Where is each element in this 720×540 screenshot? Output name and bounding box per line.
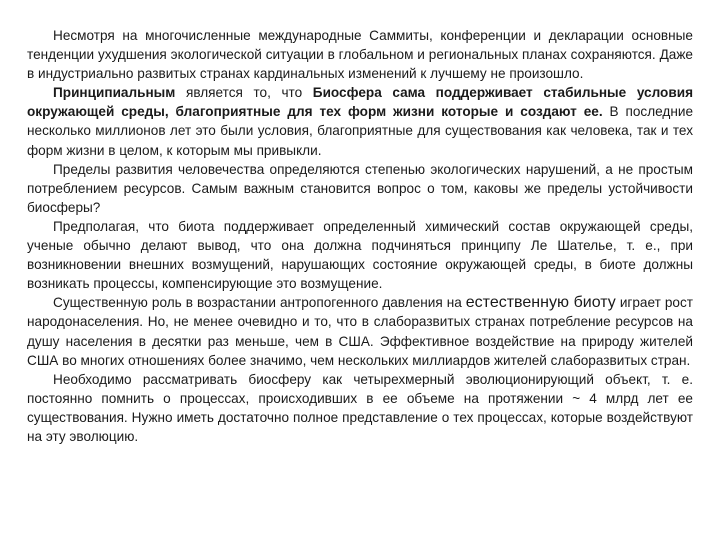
population-emphasis: естественную биоту [465, 294, 616, 312]
population-rest: играет рост народонаселения. Но, не менее очевидно и то, что в слаборазвитых странах потребление ресурсов на душу населения в десятки раз меньше, чем в США. Эффективное воздействие на природу жителей США во многих отношениях более значимо, чем нескольких миллиардов жителей слаборазвитых стран. [27, 295, 693, 368]
population-start: Существенную роль в возрастании антропогенного давления на [53, 295, 466, 311]
paragraph-limits: Пределы развития человечества определяются степенью экологических нарушений, а не простым потреблением ресурсов. Самым важным становится вопрос о том, каковы же пределы устойчивости биосферы? [27, 161, 693, 215]
paragraph-principle [27, 83, 693, 159]
paragraph-summits: Несмотря на многочисленные международные Саммиты, конференции и декларации основные тенденции ухудшения экологической ситуации в глобальном и региональных планах сохраняются. Даже в индустриально развитых странах кардинальных изменений к лучшему не произошло. [27, 28, 693, 82]
paragraph-population [27, 293, 693, 369]
document-body [27, 26, 693, 446]
paragraph-biosphere: Необходимо рассматривать биосферу как четырехмерный эволюционирующий объект, т. е. постоянно помнить о процессах, происходивших в ее объеме на протяжении ~ 4 млрд лет ее существования. Нужно иметь достаточно полное представление о тех процессах, которые воздействуют на эту эволюцию. [27, 371, 693, 444]
principle-statement: Биосфера сама поддерживает стабильные условия окружающей среды, благоприятные для тех форм жизни которые и создают ее. [27, 85, 694, 120]
paragraph-le-chatelier: Предполагая, что биота поддерживает определенный химический состав окружающей среды, ученые обычно делают вывод, что она должна подчиняться принципу Ле Шателье, т. е., при возникновении внешних возмущений, нарушающих состояние окружающей среды, в биоте должны возникать процессы, компенсирующие это возмущение. [27, 218, 693, 292]
principle-mid: является то, что [175, 85, 313, 101]
principle-rest: В последние несколько миллионов лет это были условия, благоприятные для существования как человека, так и тех форм жизни в целом, к которым мы привыкли. [27, 104, 693, 158]
principle-lead: Принципиальным [53, 85, 176, 101]
